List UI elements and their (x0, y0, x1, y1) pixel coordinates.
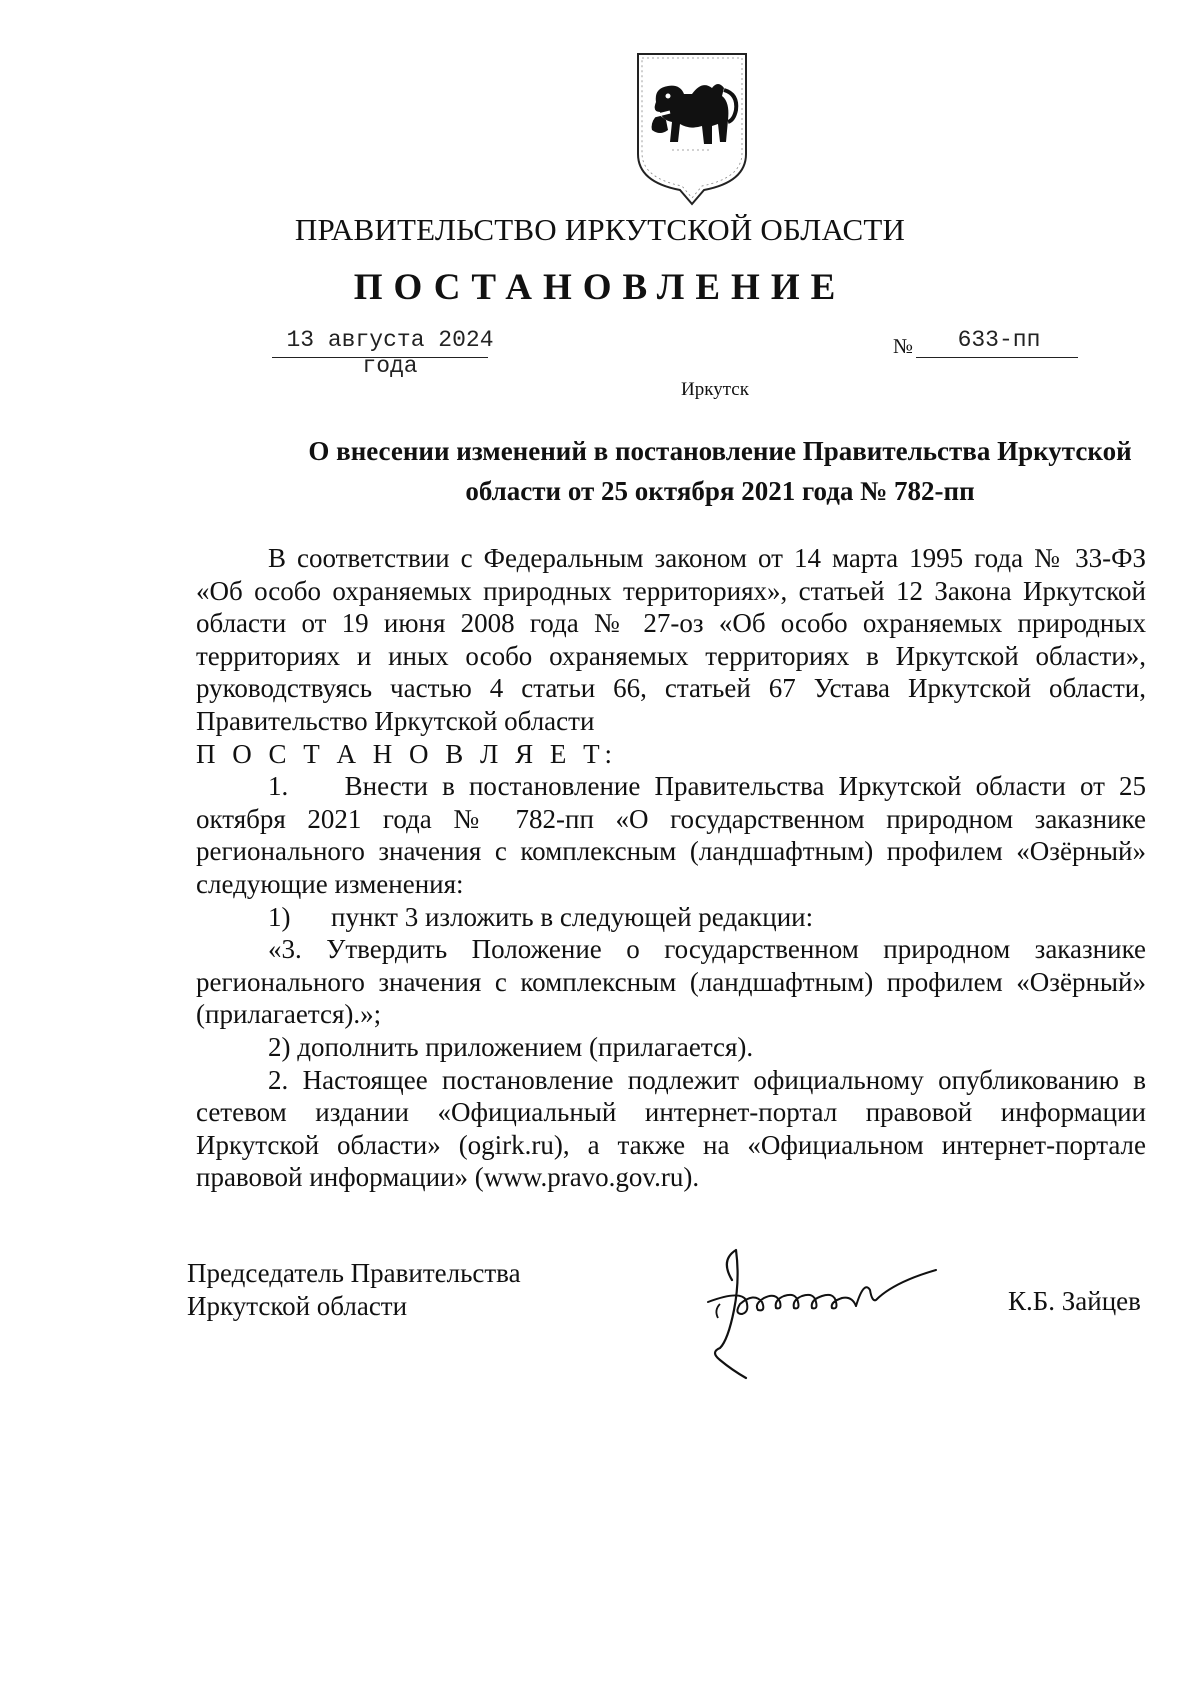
resolves-heading: П О С Т А Н О В Л Я Е Т: (196, 738, 618, 769)
item-1-1-quote: «3. Утвердить Положение о государственном природном заказнике регионального значения с комплексным (ландшафтным) профилем «Озёрный» (прилагается).»; (196, 934, 1146, 1030)
signatory-name: К.Б. Зайцев (1008, 1286, 1141, 1316)
document-date: 13 августа 2024 года (286, 327, 494, 379)
document-body (196, 542, 1153, 1194)
title-line-2: области от 25 октября 2021 года № 782-пп (465, 476, 975, 506)
item-2: 2. Настоящее постановление подлежит официальному опубликованию в сетевом издании «Официальный интернет-портал правовой информации Иркутской области» (ogirk.ru), а также на «Официальном интернет-портале правовой информации» (www.pravo.gov.ru). (196, 1064, 1146, 1193)
title-line-1: О внесении изменений в постановление Правительства Иркутской (308, 436, 1132, 466)
position-line-1: Председатель Правительства (187, 1258, 521, 1288)
government-name: ПРАВИТЕЛЬСТВО ИРКУТСКОЙ ОБЛАСТИ (294, 212, 906, 247)
date-underline (272, 357, 488, 358)
number-sign: № (893, 334, 914, 358)
document-title (200, 431, 1200, 511)
handwritten-signature (680, 1240, 970, 1385)
item-1: 1. Внести в постановление Правительства Иркутской области от 25 октября 2021 года № 782-пп «О государственном природном заказнике регионального значения с комплексным (ландшафтным) профилем «Озёрный» следующие изменения: (196, 771, 1153, 899)
position-line-2: Иркутской области (187, 1291, 408, 1321)
document-number: 633-пп (957, 327, 1041, 353)
item-1-2: 2) дополнить приложением (прилагается). (268, 1031, 754, 1062)
coat-of-arms-icon (632, 50, 752, 206)
item-1-1: 1) пункт 3 изложить в следующей редакции: (268, 901, 814, 932)
document-type: ПОСТАНОВЛЕНИЕ (353, 267, 847, 308)
number-underline (916, 357, 1078, 358)
preamble-paragraph: В соответствии с Федеральным законом от 14 марта 1995 года № 33-ФЗ «Об особо охраняемых природных территориях», статьей 12 Закона Иркутской области от 19 июня 2008 года № 27-оз «Об особо охраняемых природных территориях и иных особо охраняемых территориях в Иркутской области», руководствуясь частью 4 статьи 66, статьей 67 Устава Иркутской области, Правительство Иркутской области (196, 543, 1146, 736)
city: Иркутск (681, 379, 749, 400)
signatory-position (187, 1257, 521, 1323)
